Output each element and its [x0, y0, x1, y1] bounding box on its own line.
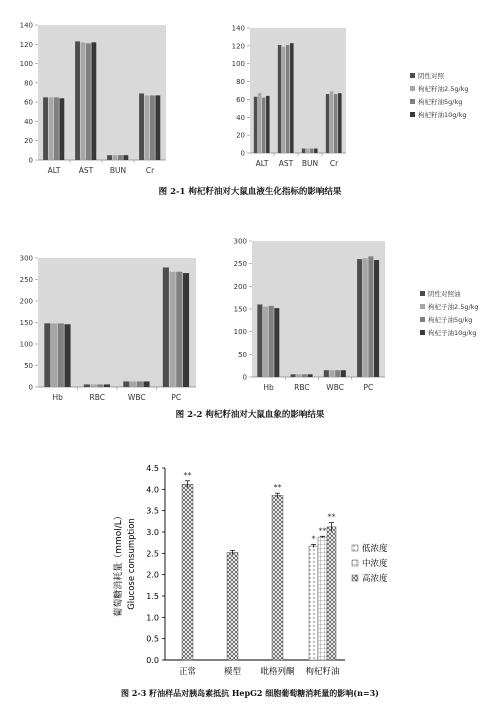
bar [227, 552, 238, 660]
data-label: ** [327, 512, 336, 522]
data-label: ** [318, 526, 327, 536]
figure-2-2-caption: 图 2-2 枸杞籽油对大鼠血象的影响结果 [175, 410, 325, 420]
bar [327, 527, 336, 660]
y-tick-label: 100 [233, 328, 247, 337]
y-tick-label: 0.5 [146, 634, 159, 644]
y-tick-label: 140 [231, 24, 245, 33]
y-tick-label: 20 [24, 137, 33, 146]
legend-entry: 中浓度 [362, 559, 388, 569]
y-tick-label: 120 [19, 40, 33, 49]
x-tick-label: Hb [52, 393, 63, 402]
x-tick-label: AST [78, 166, 94, 175]
figure-2-1-caption: 图 2-1 枸杞籽油对大鼠血液生化指标的影响结果 [158, 187, 342, 197]
x-tick-label: RBC [89, 393, 105, 402]
x-tick-label: Hb [263, 383, 274, 392]
y-tick-label: 100 [231, 60, 245, 69]
y-tick-label: 40 [24, 117, 33, 126]
legend-entry: 阴性对照油 [428, 290, 461, 298]
x-tick-label: WBC [127, 393, 146, 402]
y-tick-label: 200 [19, 297, 33, 306]
y-tick-label: 0 [28, 156, 33, 165]
y-tick-label: 1.0 [146, 613, 159, 623]
y-tick-label: 60 [236, 95, 245, 104]
y-tick-label: 300 [233, 237, 247, 246]
y-tick-label: 0 [240, 149, 245, 158]
bar [318, 537, 327, 660]
y-tick-label: 100 [19, 60, 33, 69]
x-tick-label: ALT [255, 159, 269, 168]
x-tick-label: BUN [301, 159, 319, 168]
y-tick-label: 150 [19, 319, 33, 327]
x-tick-label: PC [171, 393, 182, 402]
y-tick-label: 4.5 [146, 464, 159, 473]
data-label: * [311, 534, 316, 544]
x-tick-label: PC [363, 383, 374, 392]
x-tick-label: 模型 [223, 667, 242, 677]
legend-swatch [352, 560, 358, 566]
y-tick-label: 150 [233, 305, 247, 314]
x-tick-label: BUN [109, 166, 127, 175]
y-tick-label: 0 [28, 383, 33, 392]
y-tick-label: 300 [19, 254, 33, 263]
x-tick-label: AST [278, 159, 294, 168]
legend-entry: 低浓度 [362, 544, 388, 554]
y-tick-label: 100 [19, 340, 33, 349]
data-label: ** [183, 470, 192, 480]
y-tick-label: 3.0 [146, 528, 159, 537]
legend-entry: 阴性对照 [418, 72, 444, 80]
y-tick-label: 2.0 [146, 570, 159, 580]
legend-entry: 枸杞籽油2.5g/kg [418, 85, 469, 93]
y-tick-label: 50 [24, 362, 33, 370]
y-tick-label: 4.0 [146, 485, 159, 495]
y-axis-label: 葡萄糖消耗量（mmol/L） [114, 511, 124, 617]
y-tick-label: 2.5 [146, 549, 159, 559]
y-tick-label: 60 [24, 98, 33, 107]
y-tick-label: 120 [231, 42, 245, 51]
y-tick-label: 250 [233, 260, 247, 269]
bar [309, 546, 318, 660]
x-tick-label: Cr [329, 159, 339, 168]
y-tick-label: 0 [242, 373, 247, 382]
x-tick-label: 吡格列酮 [260, 667, 295, 677]
y-tick-label: 80 [236, 78, 245, 87]
y-tick-label: 20 [236, 131, 245, 140]
x-tick-label: RBC [294, 383, 310, 392]
x-tick-label: ALT [47, 166, 61, 175]
y-tick-label: 40 [236, 113, 245, 122]
y-axis-label-en: Glucose consumption [127, 518, 137, 610]
legend-entry: 枸杞籽油10g/kg [418, 111, 467, 119]
x-tick-label: Cr [145, 166, 155, 175]
y-tick-label: 200 [233, 282, 247, 291]
bar [272, 495, 283, 660]
figure-2-3-caption: 图 2-3 籽油样品对胰岛素抵抗 HepG2 细胞葡萄糖消耗量的影响(n=3) [121, 688, 379, 698]
y-tick-label: 140 [19, 21, 33, 30]
y-tick-label: 80 [24, 79, 33, 88]
y-tick-label: 3.5 [146, 506, 159, 516]
legend-entry: 枸杞子油2.5g/kg [428, 303, 479, 311]
data-label: ** [273, 483, 282, 493]
legend-entry: 高浓度 [362, 574, 388, 584]
x-tick-label: WBC [326, 383, 344, 392]
x-tick-label: 正常 [178, 667, 197, 677]
y-tick-label: 1.5 [146, 592, 159, 601]
legend-entry: 枸杞子油10g/kg [428, 329, 477, 337]
y-tick-label: 0.0 [146, 656, 159, 665]
bar [182, 484, 193, 660]
legend-swatch [352, 545, 358, 551]
y-tick-label: 50 [238, 350, 247, 359]
y-tick-label: 250 [19, 276, 33, 284]
legend-swatch [352, 575, 358, 581]
legend-entry: 枸杞子油5g/kg [428, 316, 473, 324]
x-tick-label: 枸杞籽油 [305, 667, 340, 677]
legend-entry: 枸杞籽油5g/kg [418, 98, 463, 106]
